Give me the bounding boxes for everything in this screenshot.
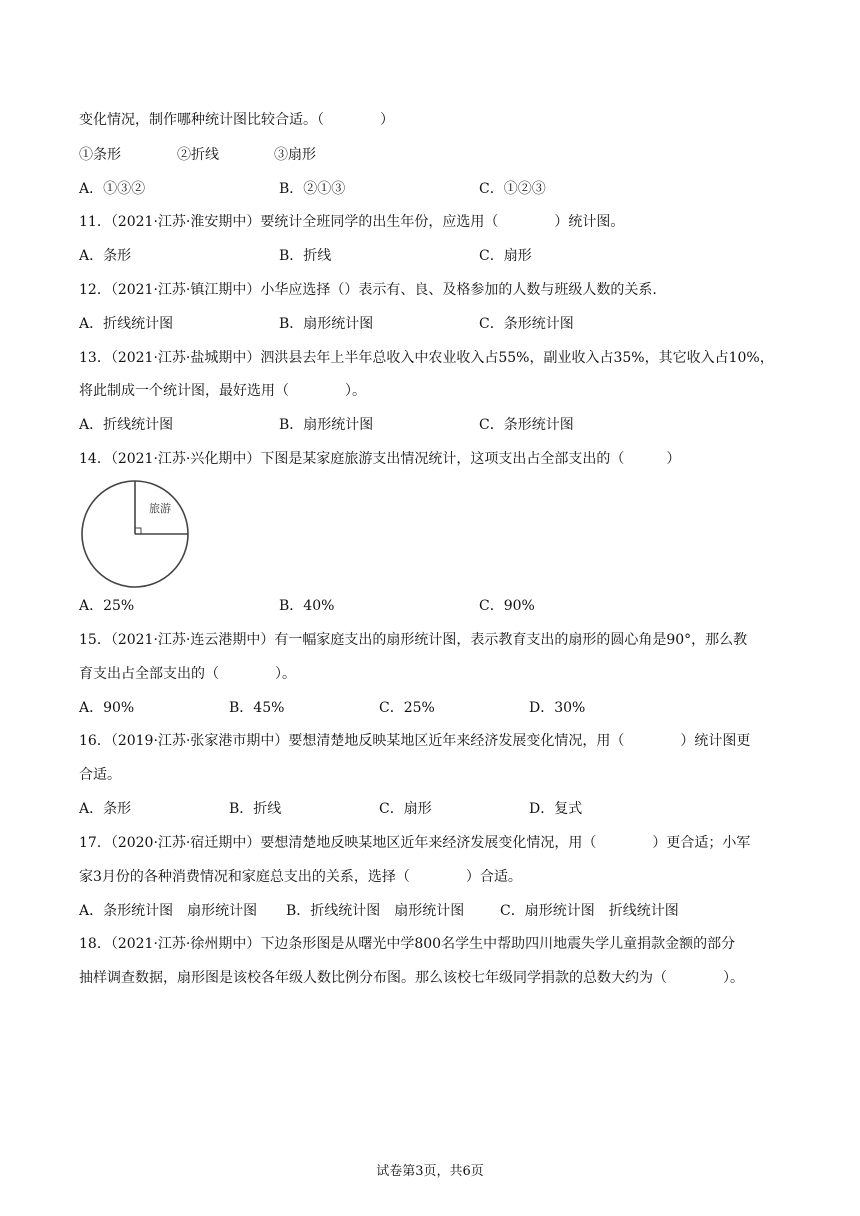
q17-stem-line2: 家3月份的各种消费情况和家庭总支出的关系，选择（ ）合适。 (79, 869, 522, 885)
q10-item-3: ③扇形 (274, 147, 316, 163)
q17-stem-line1: 17．（2020·江苏·宿迁期中）要想清楚地反映某地区近年来经济发展变化情况，用（ ）更合适；小军 (79, 835, 751, 851)
q18-stem-line1: 18．（2021·江苏·徐州期中）下边条形图是从曙光中学800名学生中帮助四川地震失学儿童捐款金额的部分 (79, 936, 736, 952)
q11-option-a: A．条形 (79, 248, 132, 264)
q13-option-a: A．折线统计图 (79, 417, 174, 433)
q14-pie-svg (79, 478, 191, 590)
page-footer: 试卷第3页，共6页 (376, 1164, 484, 1179)
q10-item-1: ①条形 (79, 147, 121, 163)
q15-option-c: C．25% (379, 700, 435, 716)
q16-option-a: A．条形 (79, 801, 132, 817)
q11-stem: 11．（2021·江苏·淮安期中）要统计全班同学的出生年份，应选用（ ）统计图。 (79, 214, 625, 230)
q12-option-b: B．扇形统计图 (279, 316, 374, 332)
q11-option-c: C．扇形 (479, 248, 532, 264)
q11-option-b: B．折线 (279, 248, 332, 264)
q16-stem-line1: 16．（2019·江苏·张家港市期中）要想清楚地反映某地区近年来经济发展变化情况，用（ ）统计图更 (79, 733, 751, 749)
q14-option-c: C．90% (479, 598, 535, 614)
q13-stem-line1: 13．（2021·江苏·盐城期中）泗洪县去年上半年总收入中农业收入占55%，副业收入占35%，其它收入占10%， (79, 350, 774, 366)
q16-option-c: C．扇形 (379, 801, 432, 817)
pie-slice-label: 旅游 (149, 502, 171, 515)
q10-stem: 变化情况，制作哪种统计图比较合适。（ ） (79, 112, 394, 128)
q13-option-b: B．扇形统计图 (279, 417, 374, 433)
q14-pie-chart (79, 478, 191, 590)
q12-option-c: C．条形统计图 (479, 316, 574, 332)
q15-option-a: A．90% (79, 700, 135, 716)
q10-option-b: B．②①③ (279, 181, 346, 197)
q12-stem: 12．（2021·江苏·镇江期中）小华应选择（）表示有、良、及格参加的人数与班级人数的关系. (79, 282, 657, 298)
q16-option-b: B．折线 (229, 801, 282, 817)
q15-option-b: B．45% (229, 700, 285, 716)
q15-option-d: D．30% (529, 700, 586, 716)
q16-option-d: D．复式 (529, 801, 583, 817)
q13-option-c: C．条形统计图 (479, 417, 574, 433)
q13-stem-line2: 将此制成一个统计图，最好选用（ ）。 (79, 383, 366, 399)
q10-option-a: A．①③② (79, 181, 146, 197)
q17-option-c: C．扇形统计图 折线统计图 (500, 903, 679, 919)
q15-stem-line1: 15．（2021·江苏·连云港期中）有一幅家庭支出的扇形统计图，表示教育支出的扇形的圆心角是90°，那么教 (79, 632, 748, 648)
q16-stem-line2: 合适。 (79, 767, 121, 783)
q17-option-a: A．条形统计图 扇形统计图 (79, 903, 258, 919)
q10-option-c: C．①②③ (479, 181, 546, 197)
q14-option-a: A．25% (79, 598, 135, 614)
q17-option-b: B．折线统计图 扇形统计图 (286, 903, 465, 919)
q15-stem-line2: 育支出占全部支出的（ ）。 (79, 666, 296, 682)
q14-stem: 14．（2021·江苏·兴化期中）下图是某家庭旅游支出情况统计，这项支出占全部支出的（ ） (79, 451, 681, 467)
q14-option-b: B．40% (279, 598, 335, 614)
q18-stem-line2: 抽样调查数据，扇形图是该校各年级人数比例分布图。那么该校七年级同学捐款的总数大约为（ ）。 (79, 970, 744, 986)
q12-option-a: A．折线统计图 (79, 316, 174, 332)
q10-item-2: ②折线 (177, 147, 219, 163)
